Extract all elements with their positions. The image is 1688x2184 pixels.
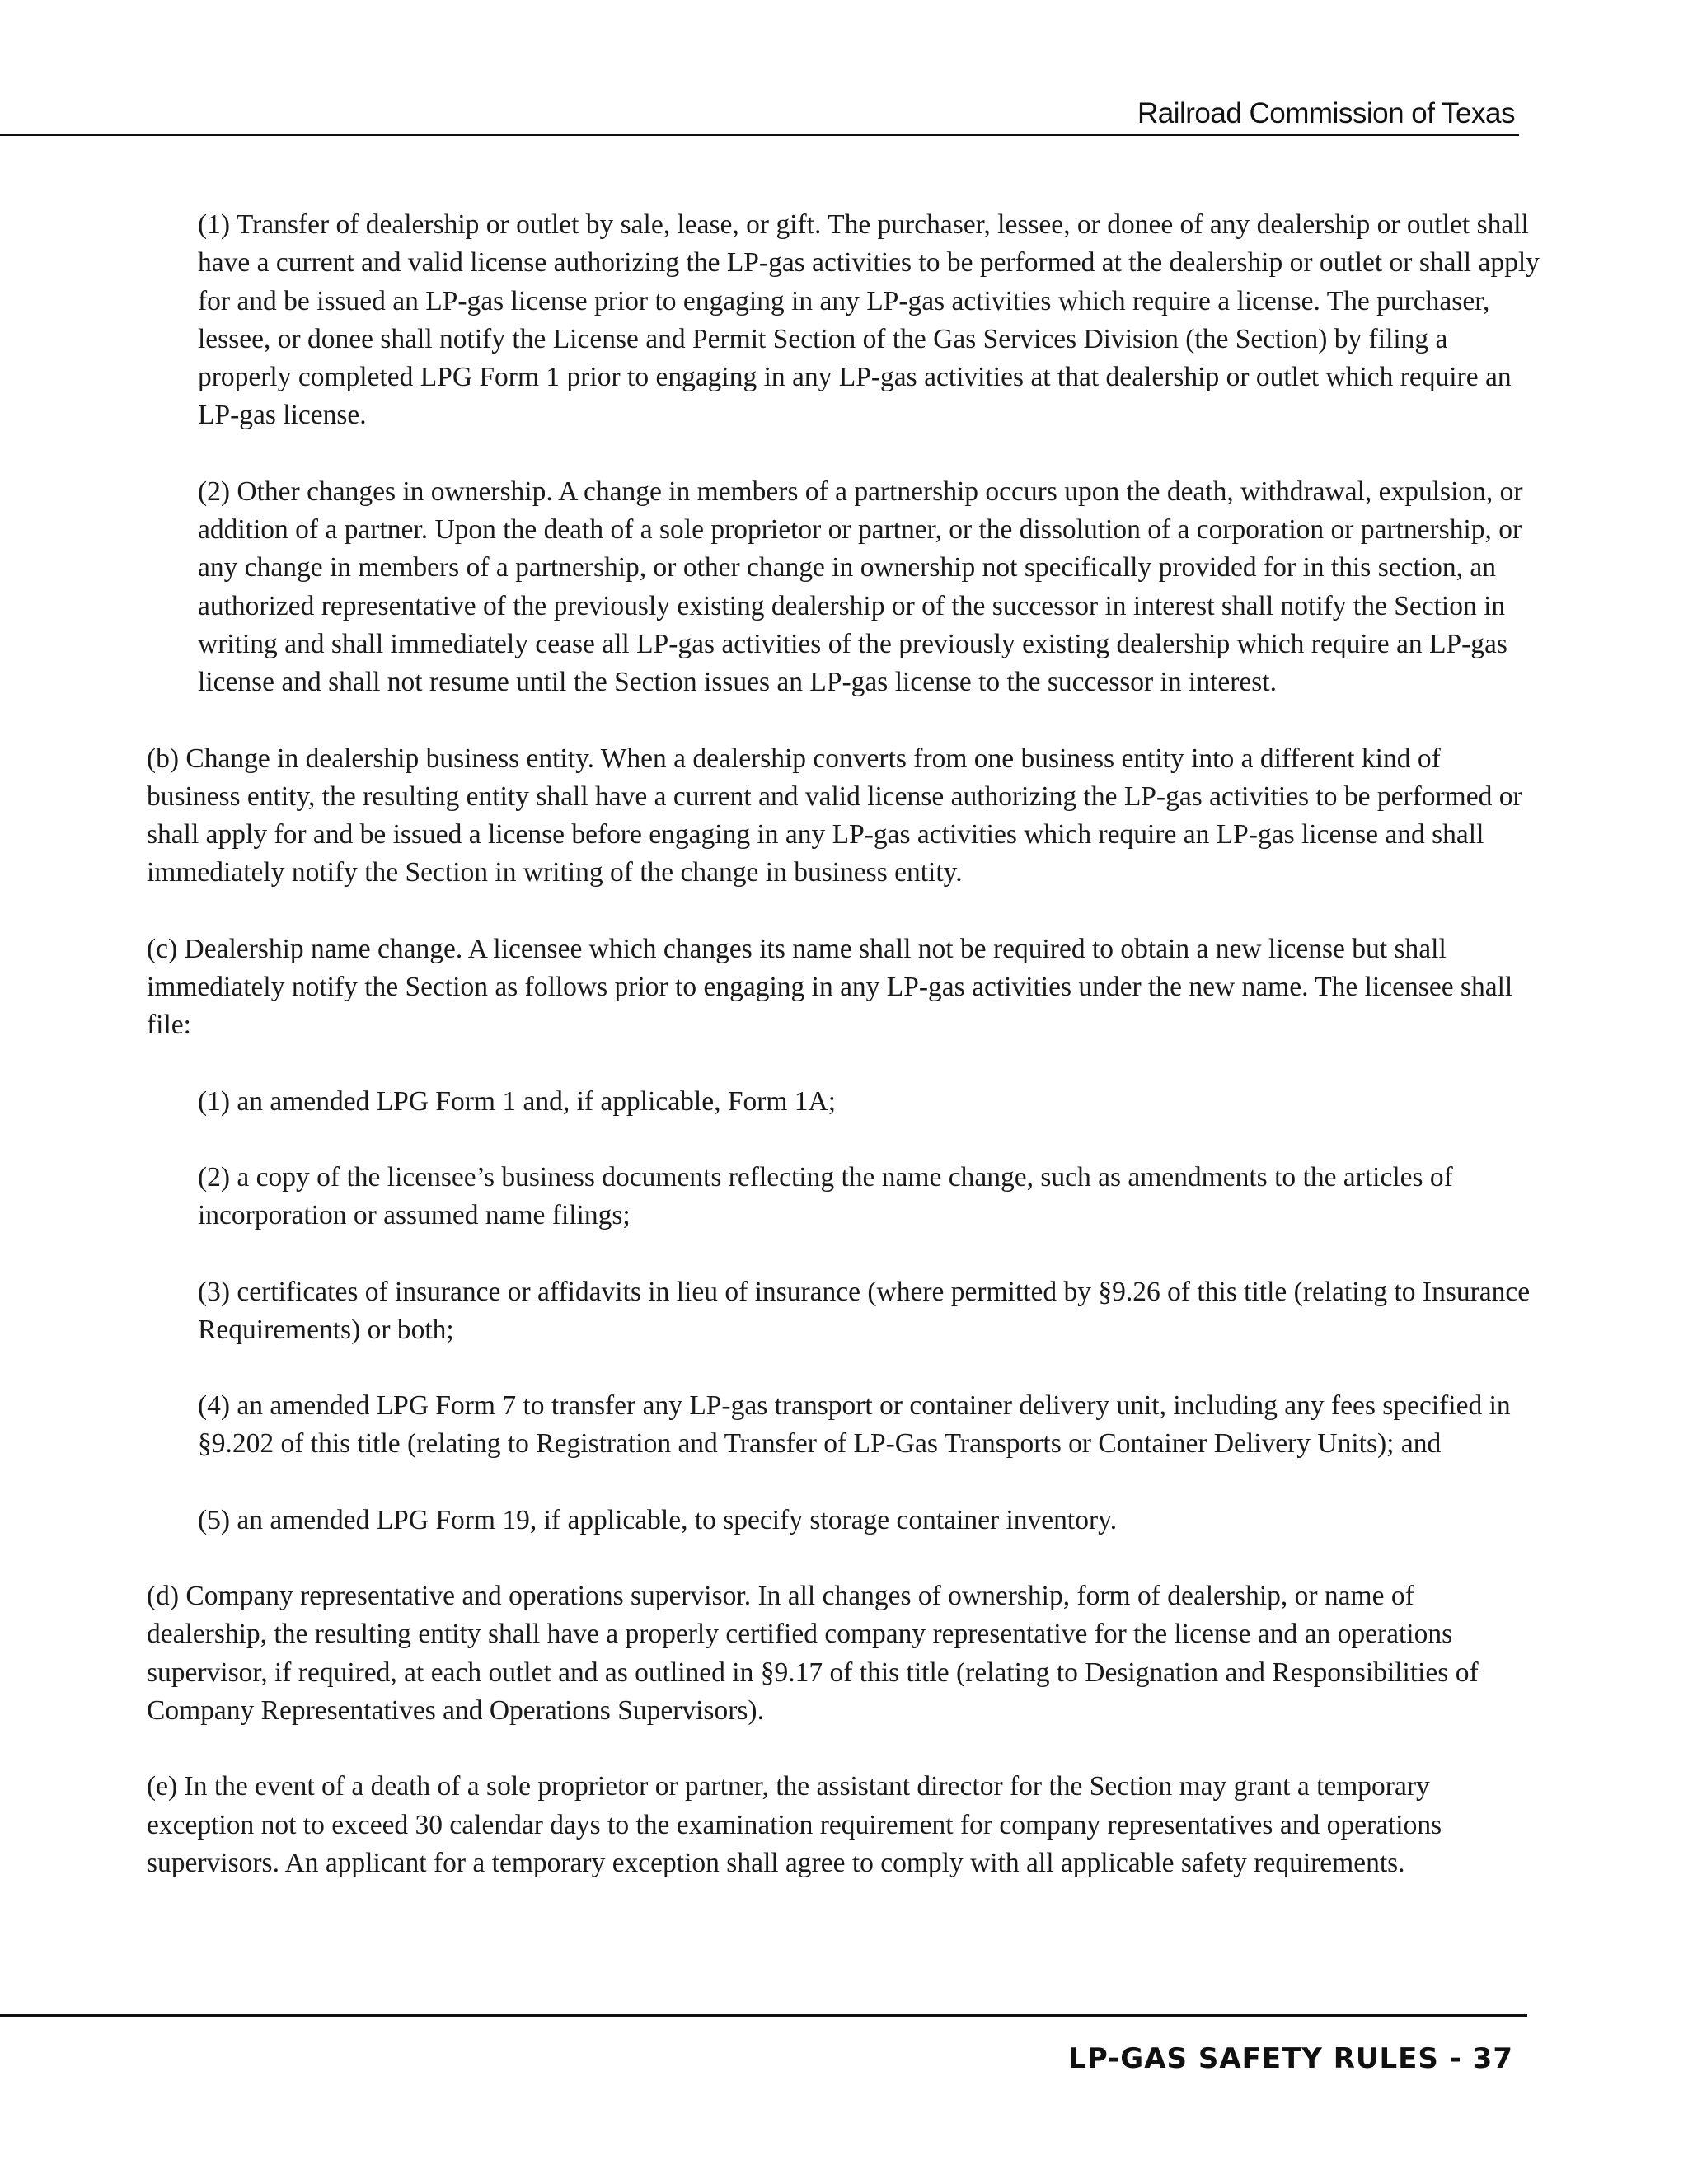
- page-header-title: Railroad Commission of Texas: [1137, 97, 1515, 129]
- paragraph-b: (b) Change in dealership business entity. When a dealership converts from one business entity into a different kind of business entity, the resulting entity shall have a current and valid license authorizing the LP-gas activities to be performed or shall apply for and be issued a license before engaging in any LP-gas activities which require an LP-gas license and shall immediately notify the Section in writing of the change in business entity.: [147, 743, 1522, 888]
- paragraph-a1: (1) Transfer of dealership or outlet by sale, lease, or gift. The purchaser, lessee, or donee of any dealership or outlet shall have a current and valid license authorizing the LP-gas activities to be performed at the dealership or outlet or shall apply for and be issued an LP-gas license prior to engaging in any LP-gas activities which require a license. The purchaser, lessee, or donee shall notify the License and Permit Section of the Gas Services Division (the Section) by filing a properly completed LPG Form 1 prior to engaging in any LP-gas activities at that dealership or outlet which require an LP-gas license.: [198, 209, 1540, 431]
- paragraph-c4: (4) an amended LPG Form 7 to transfer any LP-gas transport or container delivery unit, including any fees specified in §9.202 of this title (relating to Registration and Transfer of LP-Gas Transports or Container Delivery Units); and: [198, 1390, 1511, 1460]
- paragraph-c1: (1) an amended LPG Form 1 and, if applicable, Form 1A;: [198, 1085, 837, 1117]
- paragraph-c2: (2) a copy of the licensee’s business documents reflecting the name change, such as amendments to the articles of incorporation or assumed name filings;: [198, 1161, 1453, 1231]
- footer-divider: [0, 2014, 1527, 2017]
- paragraph-a2: (2) Other changes in ownership. A change in members of a partnership occurs upon the death, withdrawal, expulsion, or addition of a partner. Upon the death of a sole proprietor or partner, or the dissolution of a corporation or partnership, or any change in members of a partnership, or other change in ownership not specifically provided for in this section, an authorized representative of the previously existing dealership or of the successor in interest shall notify the Section in writing and shall immediately cease all LP-gas activities of the previously existing dealership which require an LP-gas license and shall not resume until the Section issues an LP-gas license to the successor in interest.: [198, 476, 1523, 698]
- document-body: [147, 206, 1540, 1882]
- paragraph-c: (c) Dealership name change. A licensee which changes its name shall not be required to obtain a new license but shall immediately notify the Section as follows prior to engaging in any LP-gas activities under the new name. The licensee shall file:: [147, 933, 1513, 1041]
- paragraph-c3: (3) certificates of insurance or affidavits in lieu of insurance (where permitted by §9.26 of this title (relating to Insurance Requirements) or both;: [198, 1276, 1531, 1345]
- header-divider: [0, 134, 1519, 136]
- paragraph-c5: (5) an amended LPG Form 19, if applicable, to specify storage container inventory.: [198, 1504, 1118, 1535]
- paragraph-e: (e) In the event of a death of a sole proprietor or partner, the assistant director for the Section may grant a temporary exception not to exceed 30 calendar days to the examination requirement for company representatives and operations supervisors. An applicant for a temporary exception shall agree to comply with all applicable safety requirements.: [147, 1771, 1442, 1878]
- paragraph-d: (d) Company representative and operations supervisor. In all changes of ownership, form of dealership, or name of dealership, the resulting entity shall have a properly certified company representative for the license and an operations supervisor, if required, at each outlet and as outlined in §9.17 of this title (relating to Designation and Responsibilities of Company Representatives and Operations Supervisors).: [147, 1581, 1479, 1726]
- page-footer-title: LP-GAS SAFETY RULES - 37: [1068, 2042, 1513, 2075]
